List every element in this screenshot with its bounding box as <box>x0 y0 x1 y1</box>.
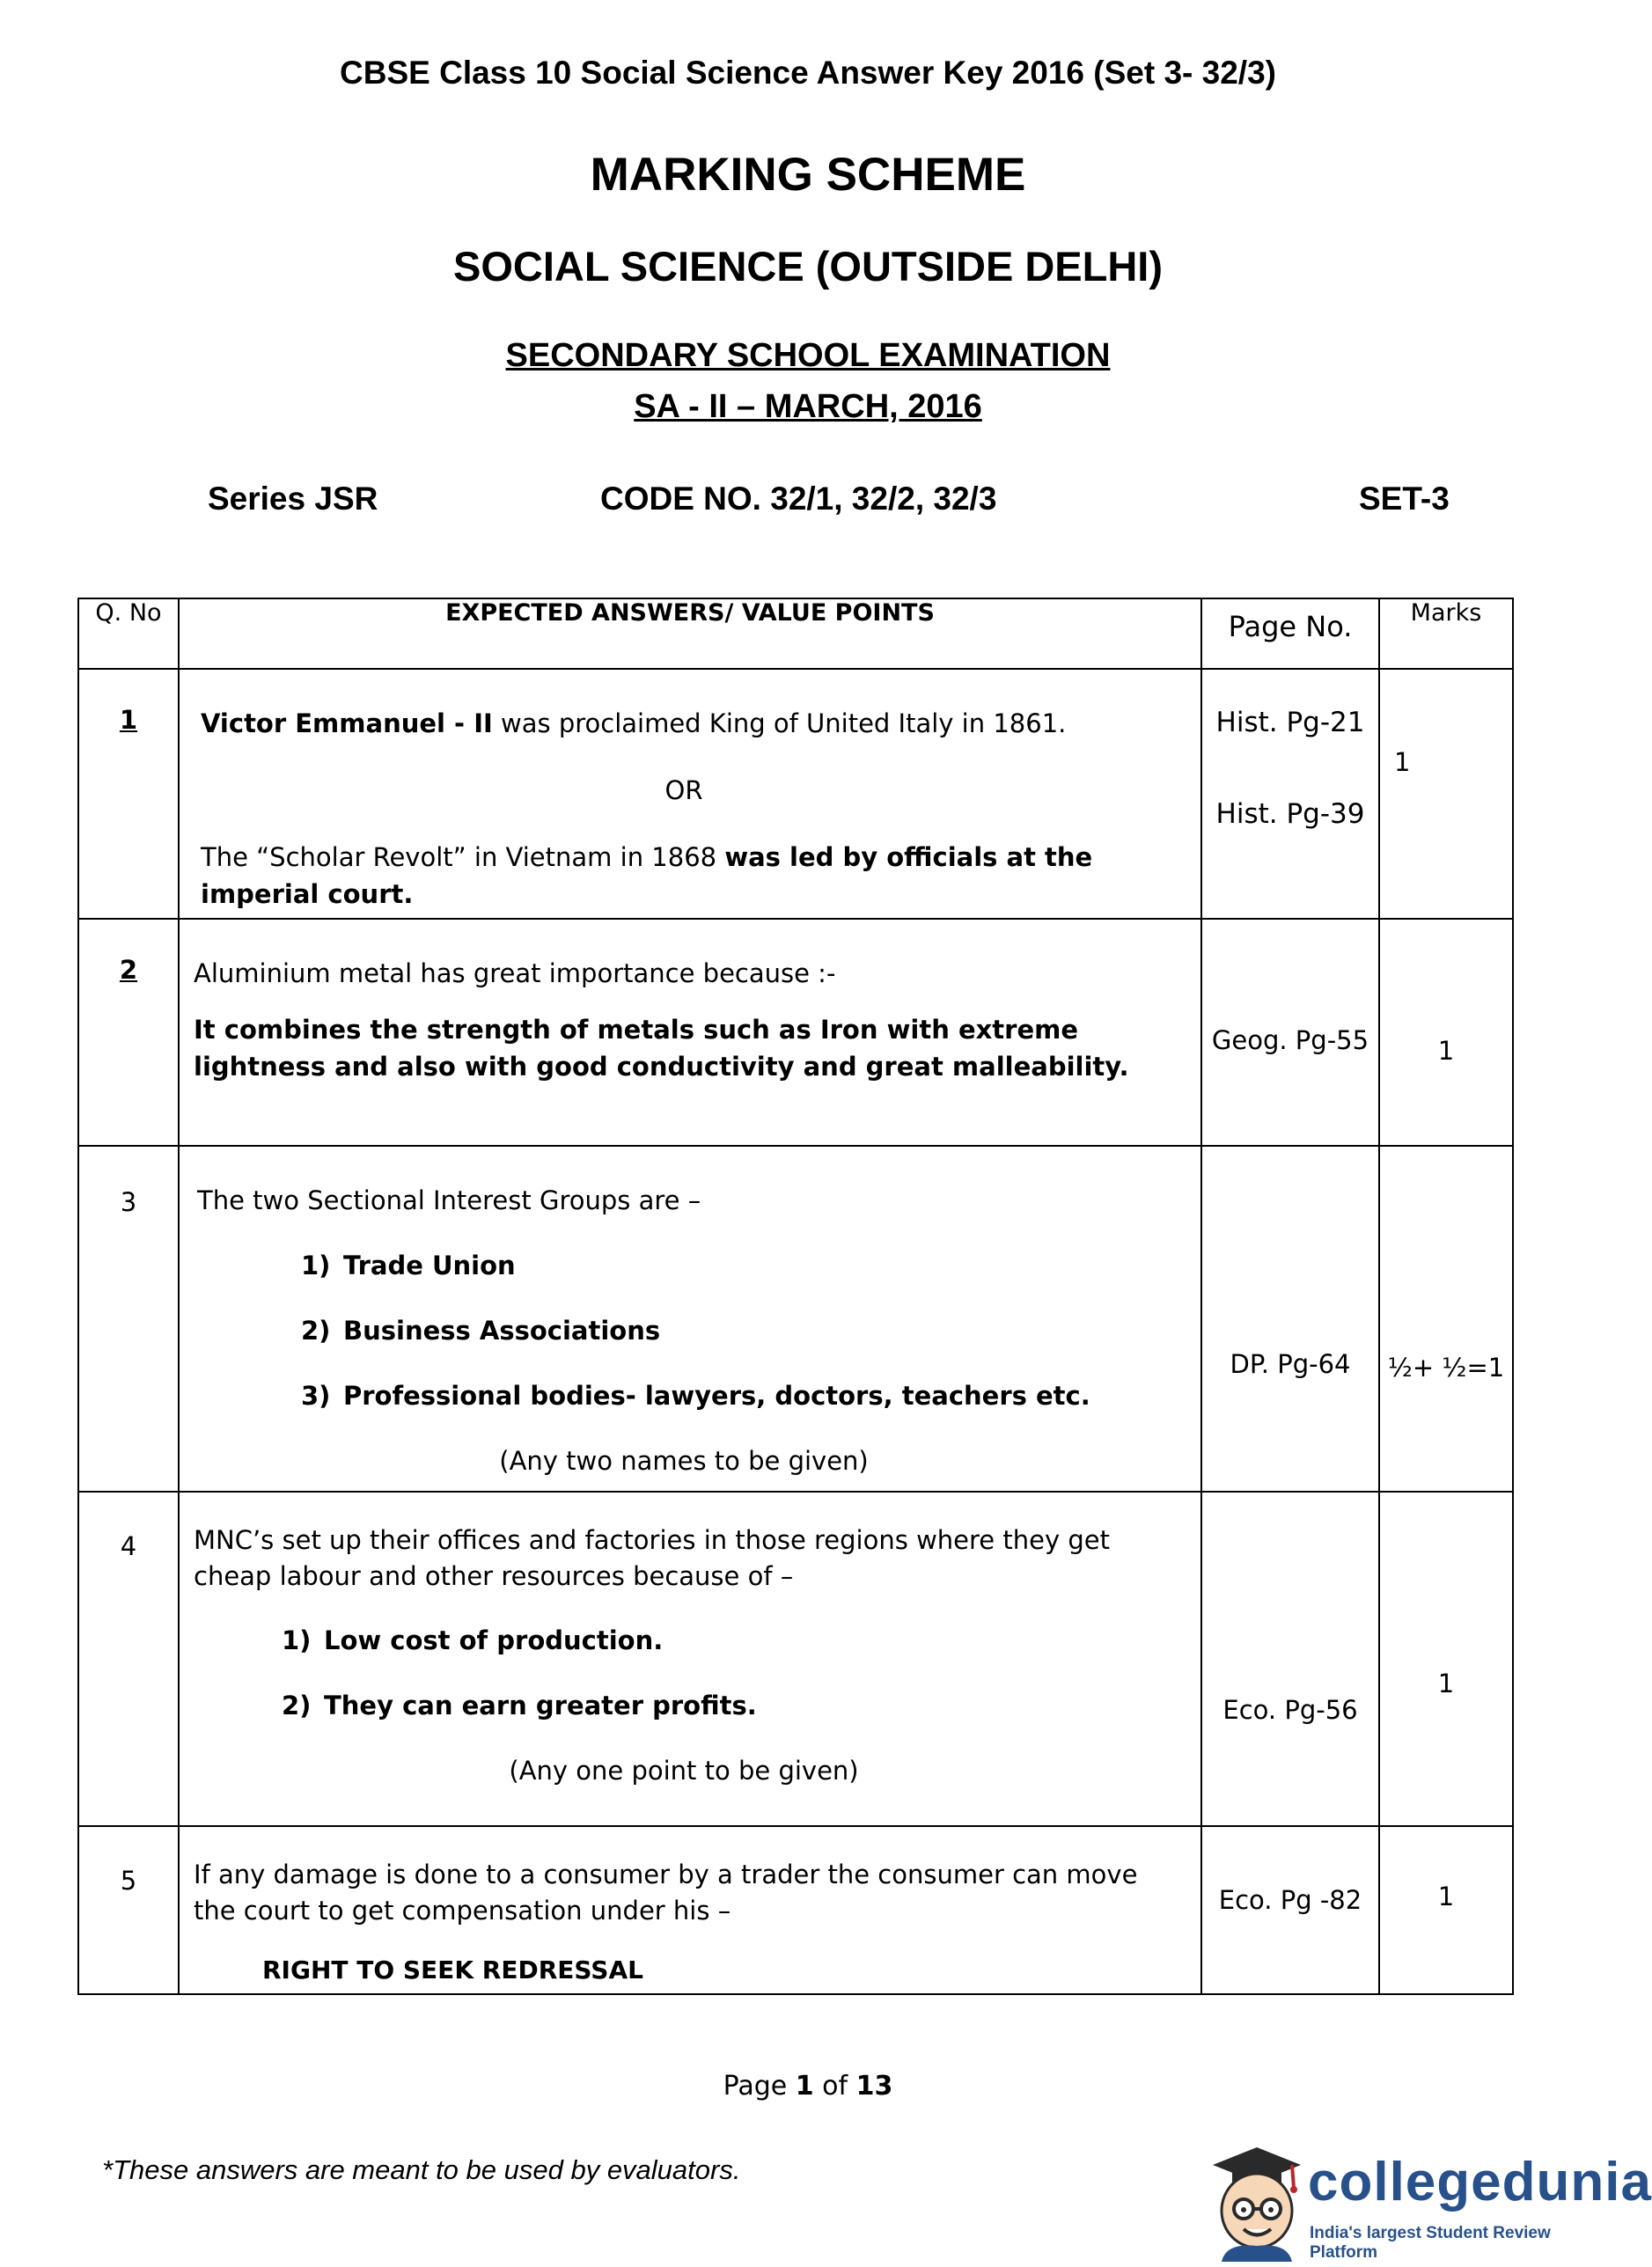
page-reference-cell: Eco. Pg-56 <box>1201 1492 1379 1826</box>
page-number: Page 1 of 13 <box>723 2071 893 2102</box>
table-row <box>78 669 1513 919</box>
page-reference-cell: Hist. Pg-21 Hist. Pg-39 <box>1201 669 1379 919</box>
question-number: 1 <box>78 669 179 919</box>
header-marks: Marks <box>1379 598 1513 669</box>
answer-cell: Victor Emmanuel - II was proclaimed King of United Italy in 1861. OR The “Scholar Revolt” in Vietnam in 1868 was led by officials at the imperial court. <box>179 669 1201 919</box>
marks-cell: 1 <box>1379 1492 1513 1826</box>
table-header-row <box>78 598 1513 669</box>
page-reference-cell: DP. Pg-64 <box>1201 1146 1379 1492</box>
header-answers: EXPECTED ANSWERS/ VALUE POINTS <box>179 598 1201 669</box>
question-number: 2 <box>78 919 179 1146</box>
exam-title: SECONDARY SCHOOL EXAMINATION <box>505 337 1111 374</box>
code-label: CODE NO. 32/1, 32/2, 32/3 <box>600 481 997 517</box>
list-item: 1) Low cost of production. <box>282 1625 664 1656</box>
student-mascot-icon <box>1195 2139 1310 2262</box>
table-row <box>78 919 1513 1146</box>
list-item: 2) Business Associations <box>301 1316 661 1346</box>
answer-cell: If any damage is done to a consumer by a trader the consumer can move the court to get compensation under his – RIGHT TO SEEK REDRESSAL <box>179 1826 1201 1994</box>
collegedunia-logo <box>1195 2139 1652 2262</box>
marking-scheme-table <box>77 598 1514 1995</box>
question-number: 3 <box>78 1146 179 1492</box>
or-separator: OR <box>664 775 703 806</box>
evaluator-footnote: *These answers are meant to be used by evaluators. <box>102 2154 741 2185</box>
table-row <box>78 1492 1513 1826</box>
page-reference-cell: Eco. Pg -82 <box>1201 1826 1379 1994</box>
page-reference-cell: Geog. Pg-55 <box>1201 919 1379 1146</box>
marks-cell: 1 <box>1379 669 1513 919</box>
set-label: SET-3 <box>1359 481 1450 517</box>
session-title: SA - II – MARCH, 2016 <box>634 388 982 425</box>
list-item: 1) Trade Union <box>301 1251 516 1281</box>
answer-cell: The two Sectional Interest Groups are – 1) Trade Union 2) Business Associations 3) Professional bodies- lawyers, doctors, teachers etc. (Any two names to be given) <box>179 1146 1201 1492</box>
list-item: 3) Professional bodies- lawyers, doctors, teachers etc. <box>301 1381 1090 1412</box>
document-top-title: CBSE Class 10 Social Science Answer Key 2016 (Set 3- 32/3) <box>340 55 1276 91</box>
table-row <box>78 1146 1513 1492</box>
logo-wordmark: collegedunia <box>1308 2152 1652 2212</box>
answer-cell: MNC’s set up their offices and factories in those regions where they get cheap labour and other resources because of – 1) Low cost of production. 2) They can earn greater profits. (Any one point to be given) <box>179 1492 1201 1826</box>
question-number: 5 <box>78 1826 179 1994</box>
answer-cell: Aluminium metal has great importance because :- It combines the strength of metals such as Iron with extreme lightness and also with good conductivity and great malleability. <box>179 919 1201 1146</box>
marks-cell: ½+ ½=1 <box>1379 1146 1513 1492</box>
page-title: MARKING SCHEME <box>590 149 1026 201</box>
list-item: 2) They can earn greater profits. <box>282 1691 757 1721</box>
header-page: Page No. <box>1201 598 1379 669</box>
subject-title: SOCIAL SCIENCE (OUTSIDE DELHI) <box>452 243 1164 290</box>
series-label: Series JSR <box>208 481 378 517</box>
marks-cell: 1 <box>1379 1826 1513 1994</box>
logo-tagline: India's largest Student Review Platform <box>1310 2224 1551 2262</box>
header-qno: Q. No <box>78 598 179 669</box>
question-number: 4 <box>78 1492 179 1826</box>
marks-cell: 1 <box>1379 919 1513 1146</box>
table-row <box>78 1826 1513 1994</box>
